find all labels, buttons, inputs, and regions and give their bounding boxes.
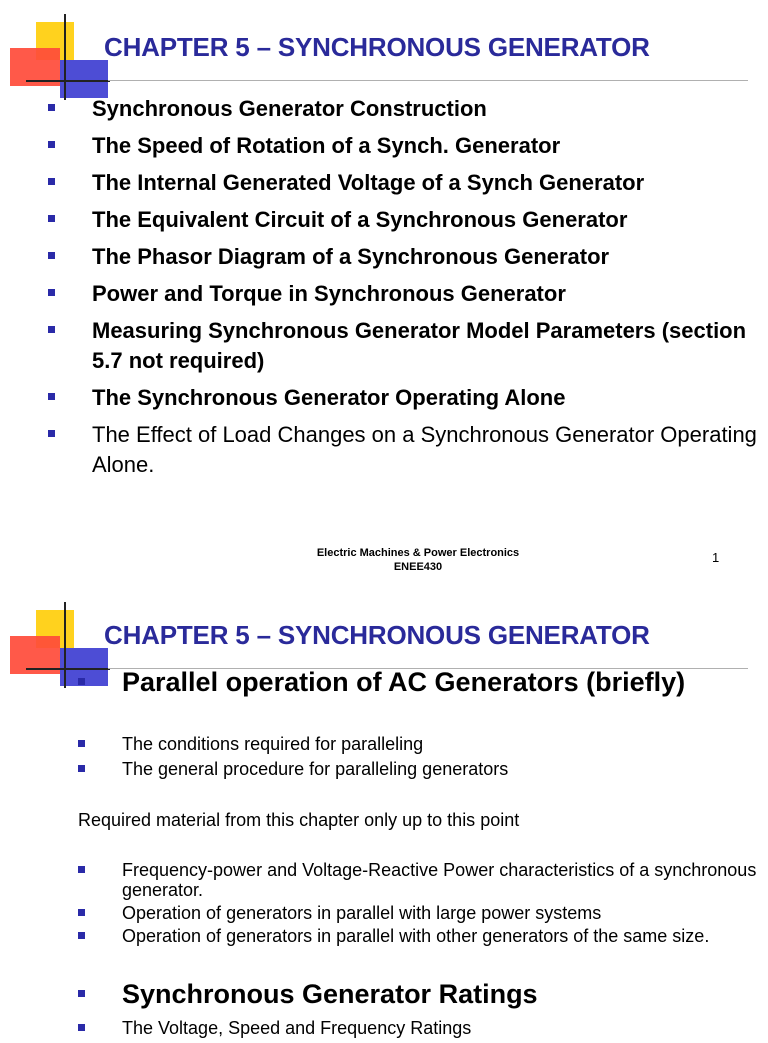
heading-list <box>78 980 758 1009</box>
list-item-text: The Speed of Rotation of a Synch. Generator <box>92 133 561 158</box>
list-item <box>78 926 758 946</box>
list-item <box>48 420 760 480</box>
slide-footer <box>268 546 568 574</box>
list-item <box>78 759 758 780</box>
decor-square-blue <box>60 60 108 98</box>
slide-2 <box>0 588 768 1038</box>
decor-vertical-line <box>64 14 66 100</box>
bullet-icon <box>78 932 85 939</box>
bullet-icon <box>78 678 85 685</box>
list-item-text: The Internal Generated Voltage of a Synch Generator <box>92 170 645 195</box>
list-item-text: Operation of generators in parallel with other generators of the same size. <box>122 926 710 946</box>
bullet-icon <box>48 430 55 437</box>
bullet-icon <box>48 326 55 333</box>
bullet-icon <box>48 393 55 400</box>
list-item <box>78 980 758 1009</box>
bullet-icon <box>48 104 55 111</box>
bullet-icon <box>78 1024 85 1031</box>
section-heading: Parallel operation of AC Generators (briefly) <box>122 667 686 697</box>
list-item-text: The conditions required for paralleling <box>122 734 424 754</box>
bullet-icon <box>48 289 55 296</box>
list-item <box>78 903 758 923</box>
sub-list <box>78 1018 758 1043</box>
bullet-icon <box>48 215 55 222</box>
bullet-icon <box>78 990 85 997</box>
bullet-icon <box>48 252 55 259</box>
sub-list <box>78 734 758 784</box>
list-item <box>48 316 760 376</box>
footer-course-title: Electric Machines & Power Electronics <box>316 547 520 559</box>
section-heading: Synchronous Generator Ratings <box>122 979 538 1009</box>
list-item <box>48 94 760 124</box>
list-item <box>48 168 760 198</box>
list-item <box>48 383 760 413</box>
sub-list <box>78 860 758 949</box>
bullet-icon <box>48 141 55 148</box>
list-item <box>48 205 760 235</box>
slide-title: CHAPTER 5 – SYNCHRONOUS GENERATOR <box>104 620 650 650</box>
bullet-icon <box>78 740 85 747</box>
list-item-text: The Equivalent Circuit of a Synchronous Generator <box>92 207 628 232</box>
list-item <box>48 242 760 272</box>
list-item <box>78 734 758 755</box>
list-item-text: Synchronous Generator Construction <box>92 96 487 121</box>
list-item <box>48 279 760 309</box>
list-item-text: Power and Torque in Synchronous Generator <box>92 281 566 306</box>
page-number: 1 <box>712 550 720 565</box>
list-item <box>48 131 760 161</box>
list-item-text: The Voltage, Speed and Frequency Ratings <box>122 1018 472 1038</box>
slide-title: CHAPTER 5 – SYNCHRONOUS GENERATOR <box>104 32 650 62</box>
list-item-text: The Synchronous Generator Operating Alone <box>92 385 566 410</box>
list-item-text: Operation of generators in parallel with large power systems <box>122 903 602 923</box>
bullet-icon <box>78 866 85 873</box>
topic-list <box>48 94 760 487</box>
heading-list <box>78 668 758 697</box>
decor-vertical-line <box>64 602 66 688</box>
list-item <box>78 668 758 697</box>
title-rule <box>108 80 748 81</box>
required-note: Required material from this chapter only up to this point <box>78 810 520 830</box>
list-item <box>78 1018 758 1039</box>
list-item <box>78 860 758 900</box>
footer-course-code: ENEE430 <box>393 561 443 573</box>
list-item-text: Frequency-power and Voltage-Reactive Power characteristics of a synchronous generator. <box>122 860 757 900</box>
list-item-text: The general procedure for paralleling generators <box>122 759 509 779</box>
list-item-text: Measuring Synchronous Generator Model Parameters (section 5.7 not required) <box>92 318 747 373</box>
list-item-text: The Effect of Load Changes on a Synchronous Generator Operating Alone. <box>92 422 757 477</box>
list-item-text: The Phasor Diagram of a Synchronous Generator <box>92 244 610 269</box>
bullet-icon <box>78 765 85 772</box>
bullet-icon <box>48 178 55 185</box>
bullet-icon <box>78 909 85 916</box>
decor-horizontal-line <box>26 80 110 82</box>
